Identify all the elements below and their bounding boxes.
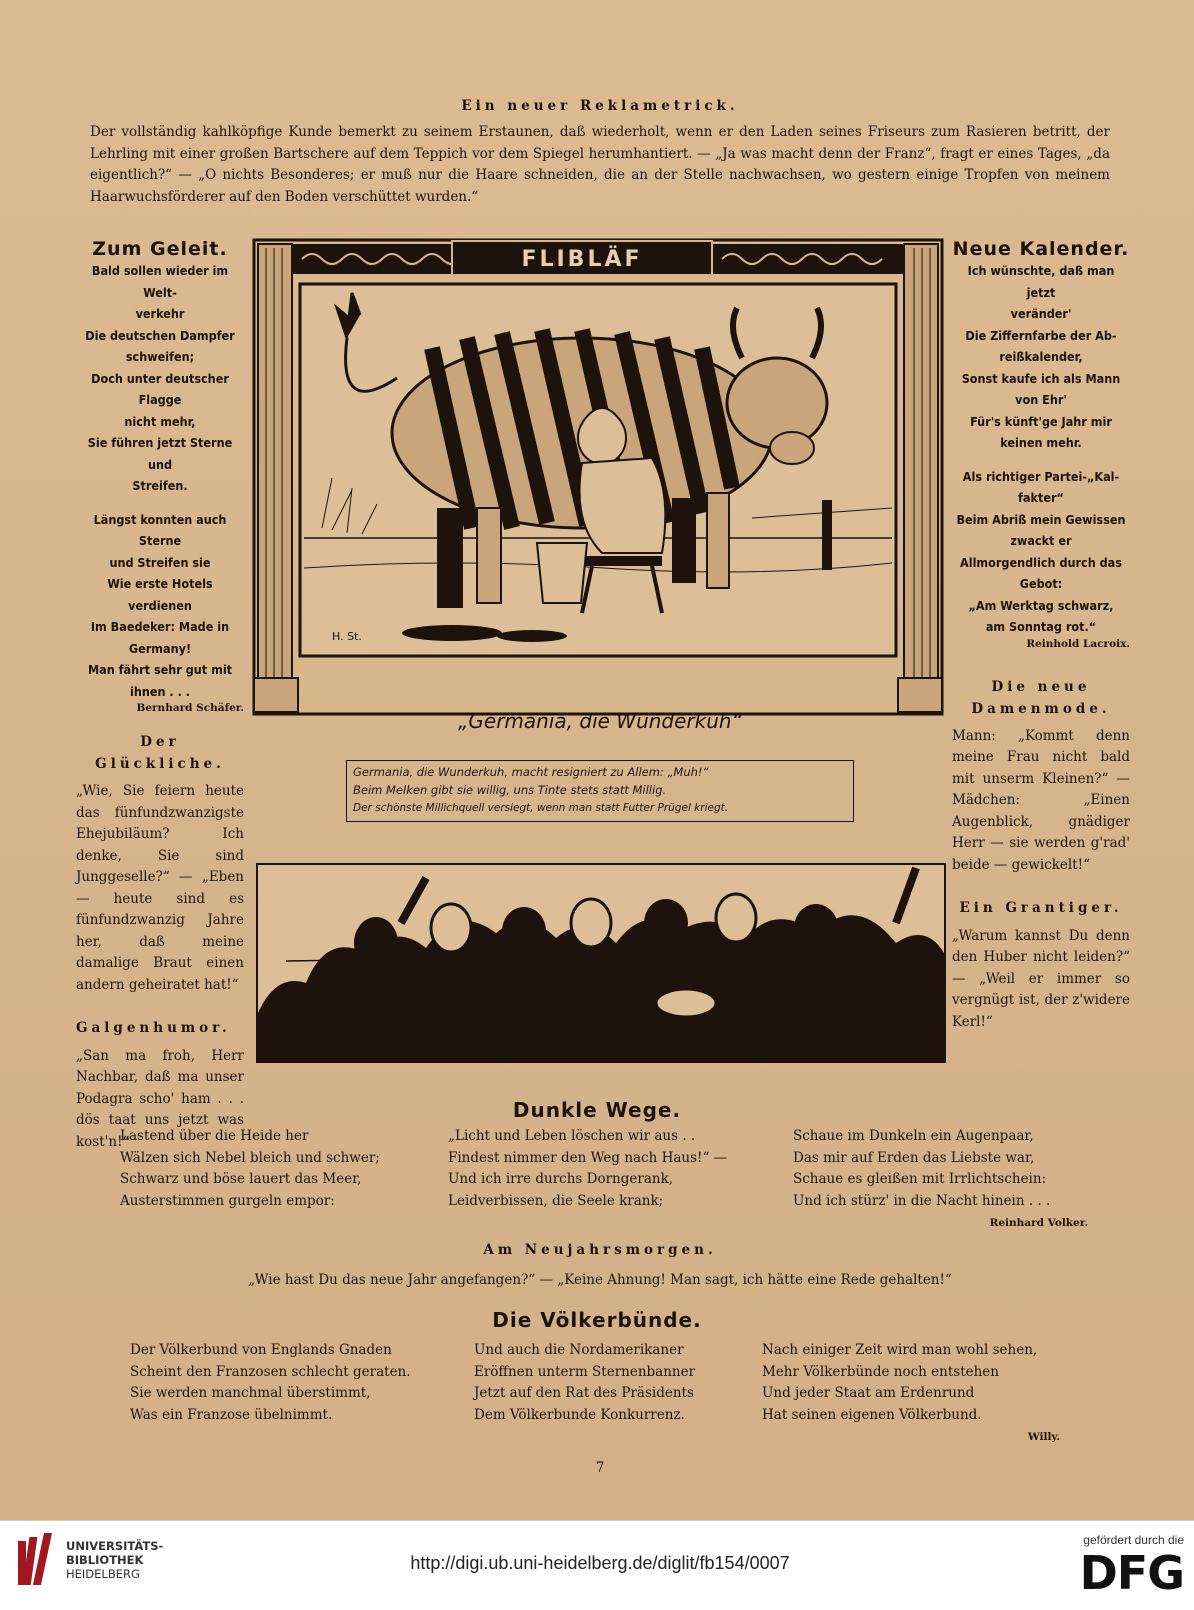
ink-puddle — [402, 625, 502, 641]
verse-line: Die Ziffernfarbe der Ab- — [965, 327, 1117, 343]
article-title: Ein neuer Reklametrick. — [461, 98, 739, 114]
crowd-head — [644, 899, 688, 947]
milk-bucket — [537, 543, 587, 603]
poem-title-dunkle-wege: Dunkle Wege. — [512, 1098, 682, 1122]
page-number: 7 — [595, 1460, 605, 1476]
article-body: Der vollständig kahlköpfige Kunde bemerkt zu seinem Erstaunen, daß wiederholt, wenn er den Laden seines Friseurs zum Rasieren betritt, der Lehrling mit einer großen Bartschere auf dem Teppich vor dem Spiegel herumhantiert. — „Ja was macht denn der Franz“, fragt er eines Tages, „da eigentlich?“ — „O nichts Besonderes; er muß nur die Haare schneiden, die an der Stelle nachwachsen, wo gestern einige Tropfen von meinem Haarwuchsförderer auf den Boden verschüttet wurden.“ — [90, 124, 1110, 205]
poem-dunkle-wege-col2 — [448, 1126, 778, 1212]
author-signature: Willy. — [1027, 1431, 1060, 1443]
poem-voelkerbuende-col3 — [762, 1340, 1102, 1426]
verse-line: Das mir auf Erden das Liebste war, — [793, 1149, 1035, 1166]
right-pillar — [904, 244, 938, 710]
verse-line: Beim Abriß mein Gewissen — [956, 511, 1126, 527]
crowd-head — [502, 907, 546, 955]
verse-line: keinen mehr. — [1000, 435, 1082, 450]
author-signature: Reinhold Lacroix. — [1026, 637, 1130, 650]
verse-line: Nach einiger Zeit wird man wohl sehen, — [762, 1342, 1038, 1358]
viewer-footer — [0, 1520, 1194, 1610]
section-title-neujahr: Am Neujahrsmorgen. — [483, 1242, 717, 1258]
crowd-head — [354, 917, 398, 969]
verse-line: Streifen. — [132, 478, 188, 493]
crowd-head — [794, 904, 838, 952]
right-column — [952, 238, 1130, 1033]
anecdote-gluecklich: „Wie, Sie feiern heute das fünfundzwanzigste Ehejubiläum? Ich denke, Sie sind Junggeselle?“ — „Eben — heute sind es fünfundzwanzig Jahre her, daß meine damalige Braut einen andern geheiratet hat!“ — [76, 783, 244, 993]
poem-title-geleit: Zum Geleit. — [92, 238, 228, 260]
library-name-line: UNIVERSITÄTS- — [66, 1539, 164, 1553]
milker-body — [580, 458, 666, 553]
verse-line: Dem Völkerbunde Konkurrenz. — [474, 1406, 685, 1423]
verse-line: Für's künft'ge Jahr mir — [970, 413, 1112, 429]
verse-line: nicht mehr, — [124, 413, 196, 429]
library-name-line: BIBLIOTHEK — [66, 1553, 144, 1567]
library-name-line: HEIDELBERG — [66, 1567, 140, 1581]
poem-title-kalender: Neue Kalender. — [952, 238, 1130, 260]
cow-leg — [707, 493, 729, 588]
crowd-head — [571, 899, 611, 947]
poem-geleit-lines — [76, 260, 244, 702]
verse-line: Schaue es gleißen mit Irrlichtschein: — [793, 1171, 1047, 1187]
verse-line: Sie werden manchmal überstimmt, — [130, 1385, 371, 1401]
crowd-head — [716, 894, 756, 942]
verse-line: Wälzen sich Nebel bleich und schwer; — [120, 1149, 380, 1166]
poem-title-voelkerbuende: Die Völkerbünde. — [492, 1308, 702, 1332]
straw-hat — [656, 989, 716, 1017]
verse-line: Sie führen jetzt Sterne und — [87, 435, 233, 472]
author-signature: Bernhard Schäfer. — [136, 702, 244, 714]
verse-line: Germany! — [128, 640, 192, 656]
verse-line: schweifen; — [125, 349, 195, 364]
funding-label: gefördert durch die — [1083, 1533, 1184, 1547]
verse-line: Und ich stürz' in die Nacht hinein . . . — [793, 1192, 1051, 1209]
verse-line: Längst konnten auch Sterne — [93, 511, 227, 548]
verse-line: Ich wünschte, daß man jetzt — [967, 263, 1115, 300]
poem-voelkerbuende-col1 — [130, 1340, 470, 1426]
verse-line: von Ehr' — [1015, 392, 1067, 407]
verse-line: Findest nimmer den Weg nach Haus!“ — — [448, 1149, 728, 1166]
cow-leg — [437, 508, 463, 608]
pillar-base — [898, 678, 942, 712]
stanza-gap — [76, 497, 244, 509]
verse-line: Die deutschen Dampfer — [85, 327, 235, 343]
poem-dunkle-wege-col1 — [120, 1126, 450, 1212]
verse-line: Und ich irre durchs Dorngerank, — [448, 1171, 674, 1187]
author-signature: Reinhard Volker. — [989, 1217, 1088, 1229]
section-title-galgenhumor: Galgenhumor. — [76, 1020, 231, 1036]
verse-line: Austerstimmen gurgeln empor: — [120, 1192, 335, 1209]
cartoon-caption-box — [346, 760, 854, 822]
verse-line: ihnen . . . — [129, 683, 191, 699]
verse-line: Und jeder Staat am Erdenrund — [762, 1385, 975, 1401]
verse-line: Man fährt sehr gut mit — [87, 662, 233, 677]
dfg-logo[interactable]: DFG — [1079, 1546, 1184, 1600]
milking-stool — [582, 556, 662, 566]
verse-line: Bald sollen wieder im Welt- — [91, 263, 229, 300]
caption-line: Beim Melken gibt sie willig, uns Tinte stets statt Millig. — [353, 783, 667, 797]
cow-head — [727, 358, 827, 448]
library-logo-icon — [14, 1533, 58, 1591]
verse-line: zwackt er — [1010, 533, 1072, 548]
verse-line: Wie erste Hotels verdienen — [107, 576, 213, 613]
sign-text: FLIBLÄF — [521, 247, 643, 272]
anecdote-grantiger: „Warum kannst Du denn den Huber nicht leiden?“ — „Weil er immer so vergnügt ist, der z'widere Kerl!“ — [952, 927, 1130, 1030]
verse-line: Eröffnen unterm Sternenbanner — [474, 1363, 696, 1380]
anecdote-galgenhumor: „San ma froh, Herr Nachbar, daß ma unser Podagra scho' ham . . . dös taat uns jetzt was kost'n!“ — [76, 1047, 244, 1150]
cow-leg — [477, 508, 501, 603]
verse-line: Allmorgendlich durch das — [960, 554, 1122, 570]
verse-line: veränder' — [1010, 306, 1072, 321]
verse-line: Scheint den Franzosen schlecht geraten. — [130, 1363, 411, 1380]
verse-line: Lastend über die Heide her — [120, 1128, 309, 1144]
verse-line: Jetzt auf den Rat des Präsidents — [474, 1385, 694, 1401]
verse-line: Als richtiger Partei-„Kal- — [962, 468, 1120, 484]
fence-post — [822, 500, 832, 570]
cow-leg — [672, 498, 696, 583]
cow-muzzle — [770, 432, 814, 464]
left-column — [76, 238, 244, 1153]
cartoon-germania-illustration — [252, 238, 944, 716]
verse-line: fakter“ — [1018, 490, 1064, 505]
verse-line: Schaue im Dunkeln ein Augenpaar, — [793, 1128, 1034, 1144]
section-title-grantiger: Ein Grantiger. — [959, 900, 1123, 916]
crowd-head — [431, 904, 471, 952]
left-pillar — [258, 244, 292, 710]
verse-line: Im Baedeker: Made in — [90, 619, 230, 634]
anecdote-neujahr: „Wie hast Du das neue Jahr angefangen?“ — „Keine Ahnung! Man sagt, ich hätte eine Rede gehalten!“ — [248, 1272, 952, 1288]
verse-line: und Streifen sie — [109, 554, 211, 570]
caption-line: Germania, die Wunderkuh, macht resigniert zu Allem: „Muh!“ — [353, 765, 709, 779]
verse-line: Gebot: — [1019, 576, 1063, 591]
verse-line: „Am Werktag schwarz, — [968, 597, 1114, 613]
ink-puddle — [497, 630, 567, 642]
verse-line: am Sonntag rot.“ — [985, 619, 1097, 634]
verse-line: verkehr — [135, 306, 185, 321]
verse-line: Und auch die Nordamerikaner — [474, 1342, 684, 1358]
anecdote-damenmode: Mann: „Kommt denn meine Frau nicht bald mit unserm Kleinen?“ — Mädchen: „Einen Augenblick, gnädiger Herr — sie werden g'rad' beide — gewickelt!“ — [952, 727, 1130, 873]
stanza-gap — [952, 454, 1130, 466]
library-name[interactable] — [66, 1539, 163, 1581]
document-url-link[interactable]: http://digi.ub.uni-heidelberg.de/diglit/fb154/0007 — [410, 1553, 790, 1573]
verse-line: Leidverbissen, die Seele krank; — [448, 1192, 664, 1209]
verse-line: Hat seinen eigenen Völkerbund. — [762, 1406, 982, 1423]
poem-dunkle-wege-col3 — [793, 1126, 1113, 1212]
caption-line: Der schönste Millichquell versiegt, wenn man statt Futter Prügel kriegt. — [353, 802, 729, 814]
verse-line: Was ein Franzose übelnimmt. — [130, 1406, 333, 1423]
pillar-base — [254, 678, 298, 712]
verse-line: Doch unter deutscher Flagge — [91, 370, 229, 407]
section-title-gluecklich: Der Glückliche. — [95, 734, 225, 772]
poem-voelkerbuende-col2 — [474, 1340, 764, 1426]
verse-line: Mehr Völkerbünde noch entstehen — [762, 1363, 999, 1380]
crowd-illustration — [256, 863, 946, 1063]
verse-line: Der Völkerbund von Englands Gnaden — [130, 1342, 392, 1358]
verse-line: reißkalender, — [999, 349, 1083, 364]
section-title-damenmode: Die neue Damenmode. — [971, 678, 1111, 717]
artist-signature: H. St. — [332, 630, 362, 643]
poem-kalender-lines — [952, 260, 1130, 638]
verse-line: Sonst kaufe ich als Mann — [961, 370, 1121, 386]
verse-line: „Licht und Leben löschen wir aus . . — [448, 1128, 696, 1144]
verse-line: Schwarz und böse lauert das Meer, — [120, 1171, 362, 1187]
cartoon-caption-title: „Germania, die Wunderkuh“ — [458, 709, 742, 733]
